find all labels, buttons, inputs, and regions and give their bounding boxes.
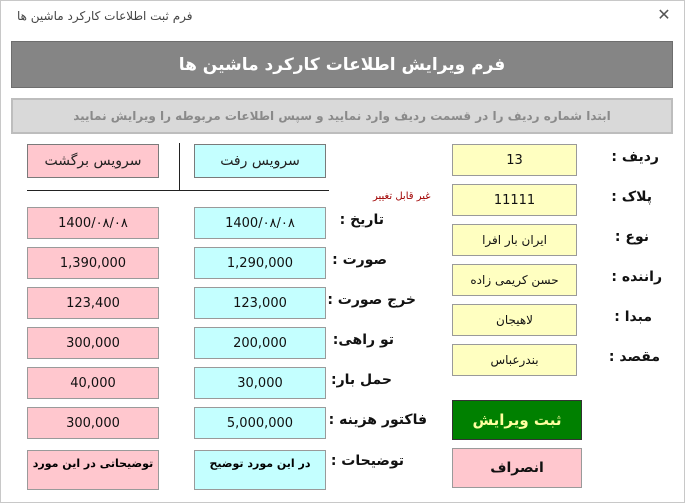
loading-label: حمل بار: xyxy=(330,372,392,388)
header-divider-horizontal xyxy=(27,190,329,191)
close-icon[interactable]: ✕ xyxy=(657,5,671,24)
origin-label: مبدا : xyxy=(614,309,652,325)
instruction-hint: ابتدا شماره ردیف را در قسمت ردیف وارد نمایید و سپس اطلاعات مربوطه را ویرایش نمایید xyxy=(11,98,673,134)
header-divider-vertical xyxy=(179,143,180,191)
notes-label: توضیحات : xyxy=(330,453,404,469)
driver-field[interactable]: حسن کریمی زاده xyxy=(452,264,577,296)
go-date-field[interactable]: 1400/۰۸/۰۸ xyxy=(194,207,326,239)
return-service-header: سرویس برگشت xyxy=(27,144,159,178)
go-invoice-expense-field[interactable]: 123,000 xyxy=(194,287,326,319)
save-edit-button[interactable]: ثبت ویرایش xyxy=(452,400,582,440)
return-cost-invoice-field[interactable]: 300,000 xyxy=(27,407,159,439)
return-loading-field[interactable]: 40,000 xyxy=(27,367,159,399)
cancel-button[interactable]: انصراف xyxy=(452,448,582,488)
invoice-expense-label: خرج صورت : xyxy=(327,292,416,308)
return-notes-field[interactable]: توضیحاتی در این مورد xyxy=(27,450,159,490)
return-date-field[interactable]: 1400/۰۸/۰۸ xyxy=(27,207,159,239)
return-invoice-field[interactable]: 1,390,000 xyxy=(27,247,159,279)
road-label: تو راهی: xyxy=(332,332,394,348)
return-invoice-expense-field[interactable]: 123,400 xyxy=(27,287,159,319)
go-notes-field[interactable]: در این مورد توضیح xyxy=(194,450,326,490)
type-field[interactable]: ایران بار افرا xyxy=(452,224,577,256)
go-invoice-field[interactable]: 1,290,000 xyxy=(194,247,326,279)
go-cost-invoice-field[interactable]: 5,000,000 xyxy=(194,407,326,439)
plate-field[interactable]: 11111 xyxy=(452,184,577,216)
go-service-header: سرویس رفت xyxy=(194,144,326,178)
row-label: ردیف : xyxy=(611,149,659,165)
type-label: نوع : xyxy=(614,229,649,245)
plate-label: پلاک : xyxy=(611,189,652,205)
driver-label: راننده : xyxy=(611,269,662,285)
date-label: تاریخ : xyxy=(339,212,384,228)
destination-label: مقصد : xyxy=(608,349,660,365)
title-bar xyxy=(1,1,684,31)
window-title: فرم ثبت اطلاعات کارکرد ماشین ها xyxy=(17,9,193,23)
origin-field[interactable]: لاهیجان xyxy=(452,304,577,336)
cost-invoice-label: فاکتور هزینه : xyxy=(328,412,427,428)
destination-field[interactable]: بندرعباس xyxy=(452,344,577,376)
return-road-field[interactable]: 300,000 xyxy=(27,327,159,359)
go-road-field[interactable]: 200,000 xyxy=(194,327,326,359)
row-number-field[interactable]: 13 xyxy=(452,144,577,176)
plate-readonly-note: غیر قابل تغییر xyxy=(373,191,431,202)
go-loading-field[interactable]: 30,000 xyxy=(194,367,326,399)
form-banner: فرم ویرایش اطلاعات کارکرد ماشین ها xyxy=(11,41,673,88)
invoice-label: صورت : xyxy=(332,252,387,268)
